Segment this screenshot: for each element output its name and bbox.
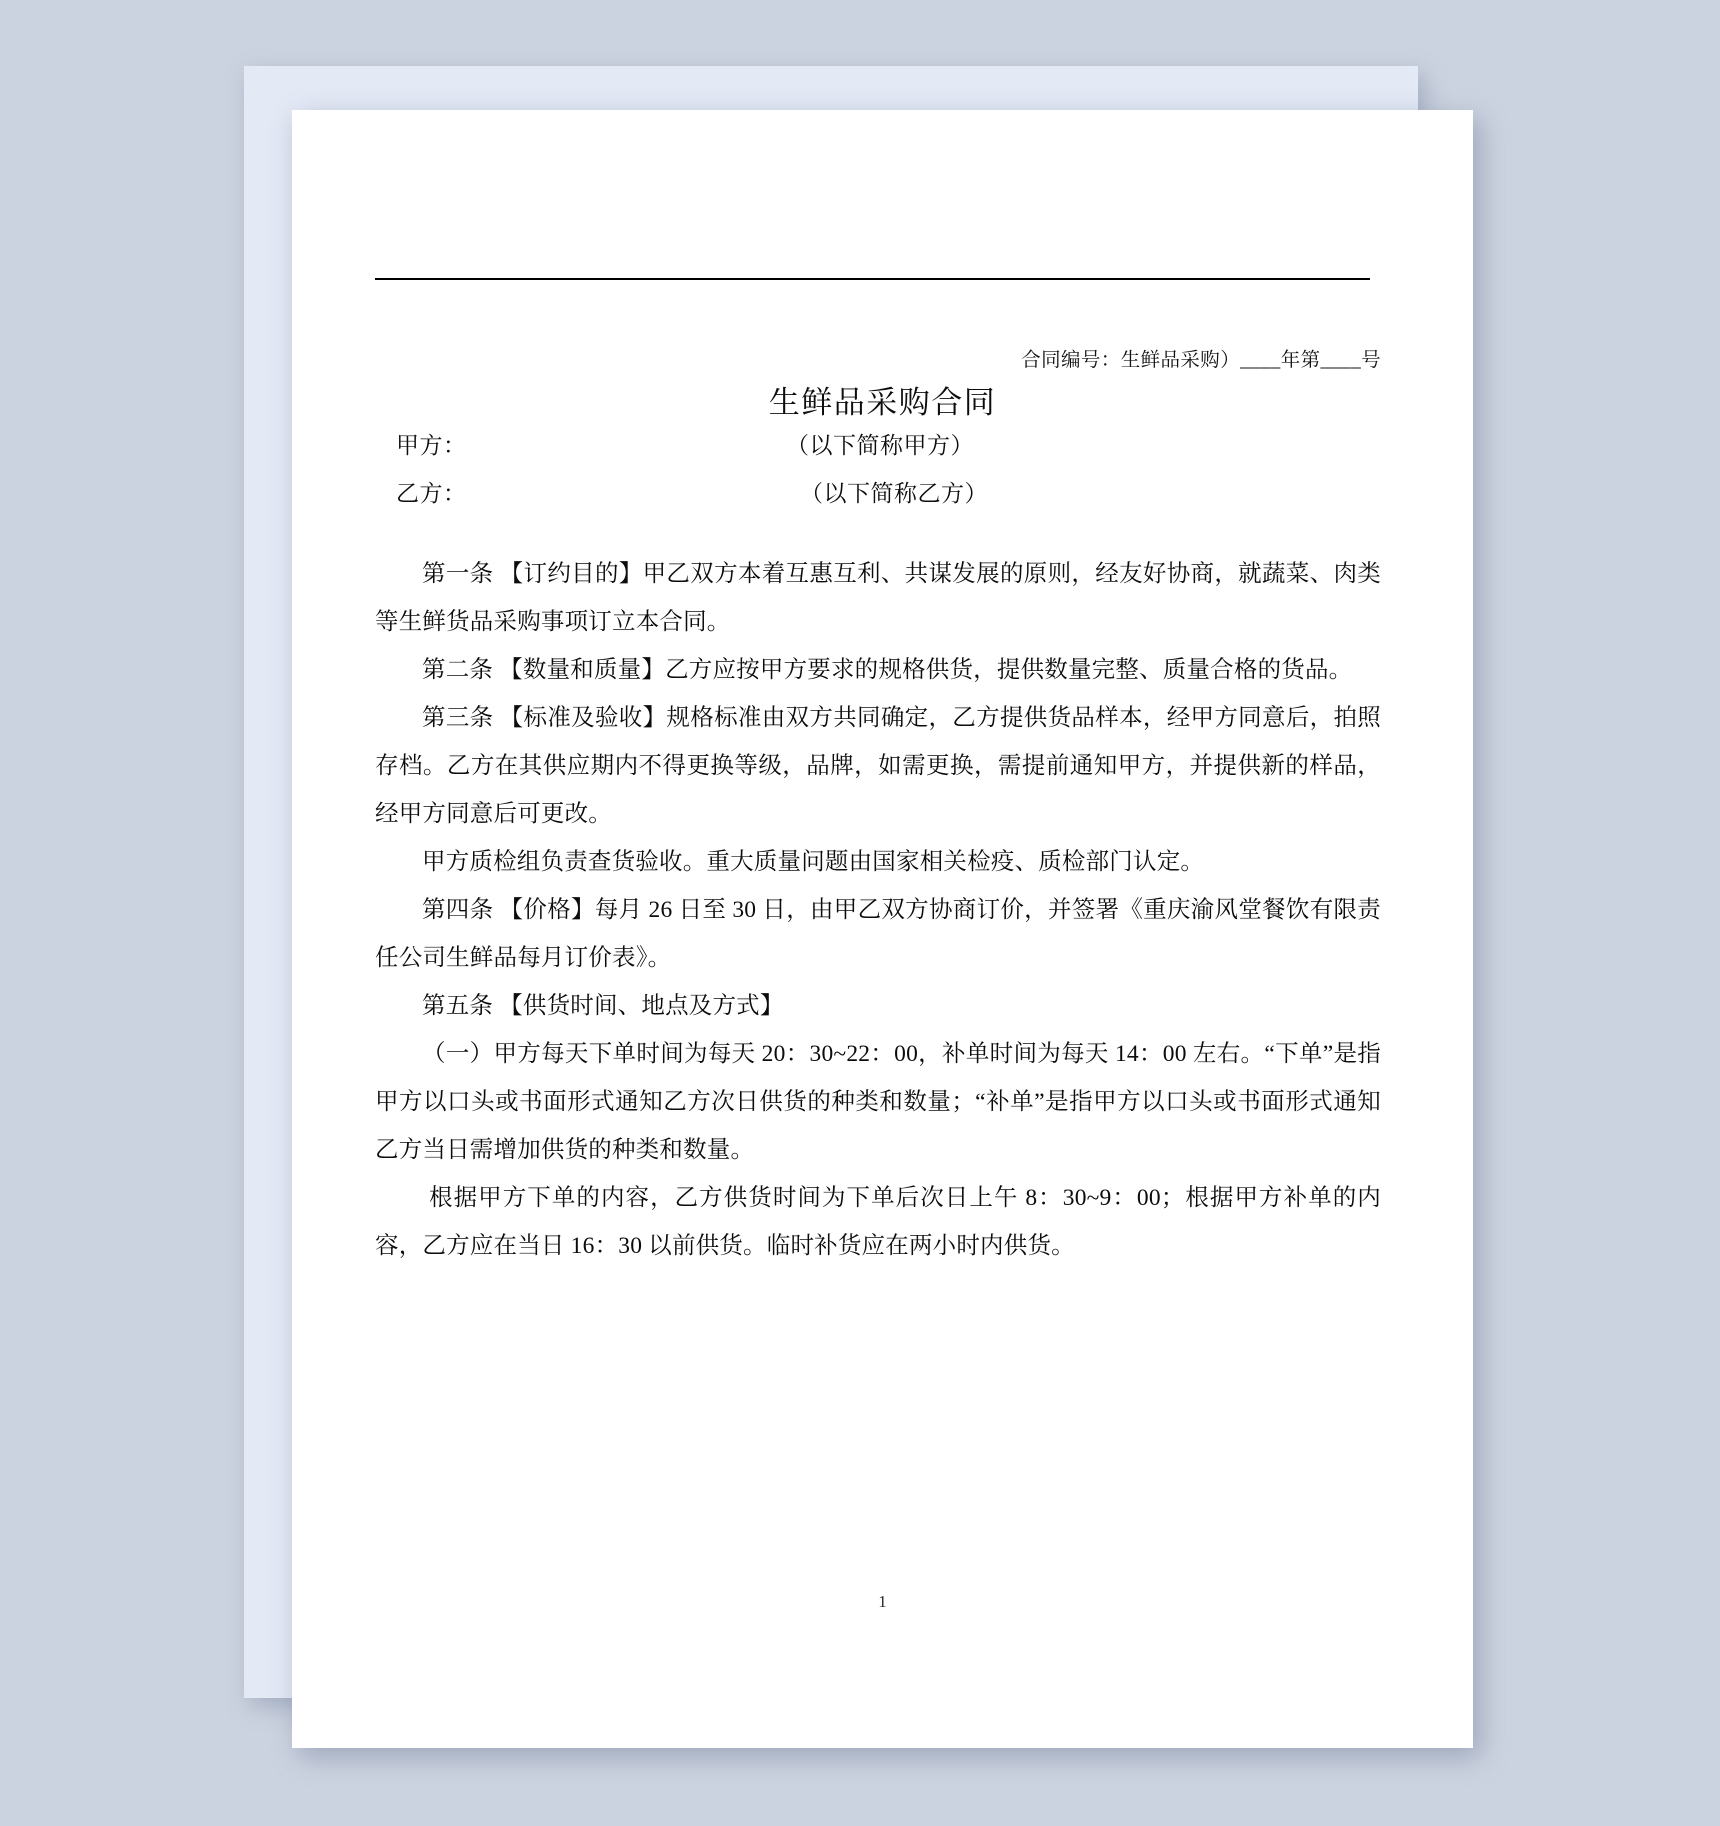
- party-b-alias: （以下简称乙方）: [800, 481, 988, 506]
- clause-paragraph-6: 第五条 【供货时间、地点及方式】: [422, 993, 784, 1019]
- clause-paragraph-3: 第三条 【标准及验收】规格标准由双方共同确定，乙方提供货品样本，经甲方同意后，拍照存档。乙方在其供应期内不得更换等级，品牌，如需更换，需提前通知甲方，并提供新的样品，经甲方同意后可更改。: [375, 705, 1381, 827]
- party-a-alias: （以下简称甲方）: [786, 433, 974, 458]
- document-page-sheet: [292, 110, 1473, 1748]
- document-page-content: [292, 110, 1473, 1748]
- party-b-row: [292, 475, 1473, 505]
- clause-paragraph-5: 第四条 【价格】每月 26 日至 30 日，由甲乙双方协商订价，并签署《重庆渝风堂餐饮有限责任公司生鲜品每月订价表》。: [375, 897, 1381, 971]
- party-a-label: 甲方：: [396, 433, 467, 458]
- clause-paragraph-1: 第一条 【订约目的】甲乙双方本着互惠互利、共谋发展的原则，经友好协商，就蔬菜、肉类等生鲜货品采购事项订立本合同。: [375, 561, 1381, 635]
- clause-paragraph-4: 甲方质检组负责查货验收。重大质量问题由国家相关检疫、质检部门认定。: [422, 849, 1205, 875]
- contract-body: [292, 550, 1473, 1270]
- clause-paragraph-8: 根据甲方下单的内容，乙方供货时间为下单后次日上午 8：30~9：00；根据甲方补单的内容，乙方应在当日 16：30 以前供货。临时补货应在两小时内供货。: [375, 1185, 1381, 1259]
- header-divider-rule: [375, 278, 1370, 280]
- page-title: 生鲜品采购合同: [768, 385, 997, 420]
- party-b-label: 乙方：: [396, 481, 467, 506]
- clause-paragraph-7: （一）甲方每天下单时间为每天 20：30~22：00，补单时间为每天 14：00 左右。“下单”是指甲方以口头或书面形式通知乙方次日供货的种类和数量；“补单”是指甲方以口头或书面形式通知乙方当日需增加供货的种类和数量。: [375, 1041, 1381, 1163]
- contract-number-line: 合同编号：生鲜品采购）____年第____号: [1021, 350, 1381, 371]
- clause-paragraph-2: 第二条 【数量和质量】乙方应按甲方要求的规格供货，提供数量完整、质量合格的货品。: [422, 657, 1353, 683]
- page-number: 1: [878, 1592, 887, 1611]
- party-a-row: [292, 427, 1473, 457]
